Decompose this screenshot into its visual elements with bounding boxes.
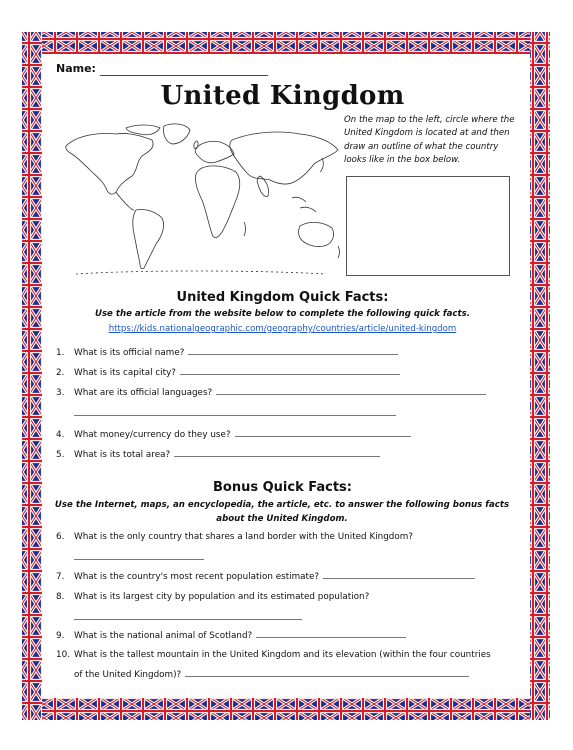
question-10 (56, 650, 491, 660)
question-3 (56, 388, 486, 398)
question-8 (56, 592, 369, 602)
question-4 (56, 430, 411, 440)
question-10-continuation (74, 670, 469, 680)
bonus-facts-instructions: Use the Internet, maps, an encyclopedia, the article, etc. to answer the following bonus facts about the United Kingdom. (54, 500, 510, 524)
country-outline-drawing-box[interactable] (346, 176, 510, 276)
bonus-facts-heading: Bonus Quick Facts: (212, 480, 352, 495)
name-label: Name: (56, 62, 96, 75)
answer-line[interactable] (256, 636, 406, 638)
map-instructions: On the map to the left, circle where the United Kingdom is located at and then draw an outline of what the country looks like in the box below. (344, 115, 515, 166)
question-text: What is the national animal of Scotland? (74, 631, 253, 641)
question-2 (56, 368, 400, 378)
answer-line[interactable] (180, 373, 400, 375)
question-6 (56, 532, 413, 542)
question-text-continued: of the United Kingdom)? (74, 670, 182, 680)
question-number: 6. (56, 532, 65, 542)
answer-line[interactable] (188, 353, 398, 355)
question-5 (56, 450, 380, 460)
question-text: What is its capital city? (74, 368, 176, 378)
question-text: What money/currency do they use? (74, 430, 231, 440)
question-text: What is its official name? (74, 348, 185, 358)
answer-line[interactable] (74, 618, 302, 620)
question-number: 8. (56, 592, 65, 602)
answer-line[interactable] (235, 435, 411, 437)
question-number: 2. (56, 368, 65, 378)
answer-line[interactable] (174, 455, 380, 457)
quick-facts-heading: United Kingdom Quick Facts: (176, 290, 389, 305)
worksheet-page (44, 56, 521, 692)
question-number: 3. (56, 388, 65, 398)
question-text: What is the tallest mountain in the United Kingdom and its elevation (within the four countries (74, 650, 491, 660)
question-text: What is the country's most recent population estimate? (74, 572, 320, 582)
worksheet-title: United Kingdom (160, 81, 405, 111)
question-text: What is its total area? (74, 450, 171, 460)
question-text: What are its official languages? (74, 388, 213, 398)
answer-line-continued[interactable] (74, 414, 396, 416)
question-number: 5. (56, 450, 65, 460)
quick-facts-instructions: Use the article from the website below to complete the following quick facts. (94, 309, 471, 319)
question-text: What is the only country that shares a land border with the United Kingdom? (74, 532, 414, 542)
answer-line[interactable] (185, 675, 469, 677)
question-number: 9. (56, 631, 65, 641)
answer-line[interactable] (216, 393, 486, 395)
name-blank-line[interactable] (100, 75, 268, 76)
question-text: What is its largest city by population and its estimated population? (74, 592, 370, 602)
question-9 (56, 631, 406, 641)
question-number: 7. (56, 572, 65, 582)
answer-line[interactable] (323, 577, 475, 579)
world-map-outline[interactable] (56, 118, 346, 278)
question-number: 4. (56, 430, 65, 440)
question-1 (56, 348, 398, 358)
question-7 (56, 572, 475, 582)
question-number: 10. (56, 650, 70, 660)
answer-line[interactable] (74, 558, 204, 560)
article-link[interactable]: https://kids.nationalgeographic.com/geography/countries/article/united-kingdom (108, 324, 457, 334)
question-number: 1. (56, 348, 65, 358)
